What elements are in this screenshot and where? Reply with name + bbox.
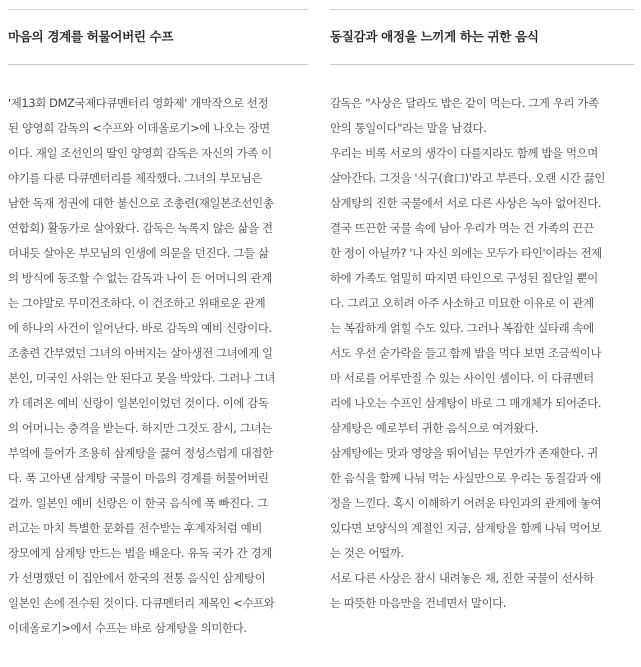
right-body-line: 살아간다. 그것을 '식구(食口)'라고 부른다. 오랜 시간 끓인 [330,171,606,185]
left-body-line: 본인, 미국인 사위는 안 된다고 못을 박았다. 그러나 그녀 [8,371,276,385]
right-body-line: 삼계탕에는 맛과 영양을 뛰어넘는 무언가가 존재한다. 귀 [330,446,598,460]
left-body-line: 부엌에 들어가 조용히 삼계탕을 끓여 정성스럽게 대접한 [8,446,273,460]
right-body-line: 마 서로를 어루만질 수 있는 사이인 셈이다. 이 다큐멘터 [330,371,594,385]
right-section-title: 동질감과 애정을 느끼게 하는 귀한 음식 [330,29,539,44]
left-body-line: 에 하나의 사건이 일어난다. 바로 감독의 예비 신랑이다. [8,321,272,335]
left-body-line: 가 데려온 예비 신랑이 일본인이었던 것이다. 이에 감독 [8,396,269,410]
left-section-title: 마음의 경계를 허물어버린 수프 [8,29,174,44]
left-title-bar [8,9,308,65]
left-body-line: 야기를 다룬 다큐멘터리를 제작했다. 그녀의 부모님은 [8,171,262,185]
left-body-line: 러고는 마치 특별한 문화를 전수받는 후계자처럼 예비 [8,521,262,535]
left-body-line: 이다. 재일 조선인의 딸인 양영희 감독은 자신의 가족 이 [8,146,272,160]
right-body-line: 하에 가족도 엄밀히 따지면 타인으로 구성된 집단일 뿐이 [330,271,598,285]
left-body-line: 조총련 간부였던 그녀의 아버지는 살아생전 그녀에게 일 [8,346,273,360]
right-body-line: 는 복잡하게 얽힐 수도 있다. 그러나 복잡한 실타래 속에 [330,321,594,335]
left-body-line: 가 선명했던 이 집안에서 한국의 전통 음식인 삼계탕이 [8,571,266,585]
left-column [8,0,308,641]
right-body-line: 있다면 보양식의 계절인 지금, 삼계탕을 함께 나눠 먹어보 [330,521,602,535]
left-body-line: 의 방식에 동조할 수 없는 감독과 나이 든 어머니의 관계 [8,271,272,285]
left-body-line: 걸까. 일본인 예비 신랑은 이 한국 음식에 푹 빠진다. 그 [8,496,268,510]
left-body-line: 장모에게 삼계탕 만드는 법을 배운다. 유독 국가 간 경계 [8,546,272,560]
right-body-line: 다. 그리고 오히려 아주 사소하고 미묘한 이유로 이 관계 [330,296,594,310]
right-title-bar [330,9,634,65]
left-body-text [8,91,308,641]
right-body-line: 는 것은 어떨까. [330,546,404,560]
right-body-line: 한 음식을 함께 나눠 먹는 사실만으로 우리는 동질감과 애 [330,471,602,485]
left-body-line: 다. 푹 고아낸 삼계탕 국물이 마음의 경계를 허물어버린 [8,471,269,485]
left-body-line: '제13회 DMZ국제다큐멘터리 영화제' 개막작으로 선정 [8,96,269,110]
right-body-line: 결국 뜨끈한 국물 속에 남아 우리가 먹는 건 가족의 끈끈 [330,221,594,235]
right-body-text [330,91,634,616]
left-body-line: 는 그야말로 무미건조하다. 이 건조하고 위태로운 관계 [8,296,266,310]
left-body-line: 된 양영희 감독의 <수프와 이데올로기>에 나오는 장면 [8,121,270,135]
left-body-line: 의 어머니는 충격을 받는다. 하지만 그것도 잠시, 그녀는 [8,421,272,435]
right-body-line: 정을 느낀다. 혹시 이해하기 어려운 타인과의 관계에 놓여 [330,496,602,510]
right-body-line: 우리는 비록 서로의 생각이 다를지라도 함께 밥을 먹으며 [330,146,598,160]
right-body-line: 삼계탕의 진한 국물에서 서로 다른 사상은 녹아 없어진다. [330,196,602,210]
left-body-line: 남한 독재 정권에 대한 불신으로 조총련(재일본조선인총 [8,196,274,210]
right-body-line: 서도 우선 숟가락을 들고 함께 밥을 먹다 보면 조금씩이나 [330,346,602,360]
right-body-line: 는 따뜻한 마음만을 건네면서 말이다. [330,596,507,610]
right-column [330,0,634,616]
right-body-line: 안의 통일이다"라는 말을 남겼다. [330,121,487,135]
right-body-line: 서로 다른 사상은 잠시 내려놓은 채, 진한 국물이 선사하 [330,571,594,585]
left-body-line: 일본인 손에 전수된 것이다. 다큐멘터리 제목인 <수프와 [8,596,275,610]
left-body-line: 이데올로기>에서 수프는 바로 삼계탕을 의미한다. [8,621,247,635]
left-body-line: 뎌내듯 살아온 부모님의 인생에 의문을 던진다. 그들 삶 [8,246,269,260]
right-body-line: 한 정이 아닐까? '나 자신 외에는 모두가 타인'이라는 전제 [330,246,602,260]
left-body-line: 연합회) 활동가로 살아왔다. 감독은 녹록지 않은 삶을 견 [8,221,273,235]
right-body-line: 삼계탕은 예로부터 귀한 음식으로 여겨왔다. [330,421,539,435]
right-body-line: 리에 나오는 수프인 삼계탕이 바로 그 매개체가 되어준다. [330,396,602,410]
right-body-line: 감독은 "사상은 달라도 밥은 같이 먹는다. 그게 우리 가족 [330,96,599,110]
